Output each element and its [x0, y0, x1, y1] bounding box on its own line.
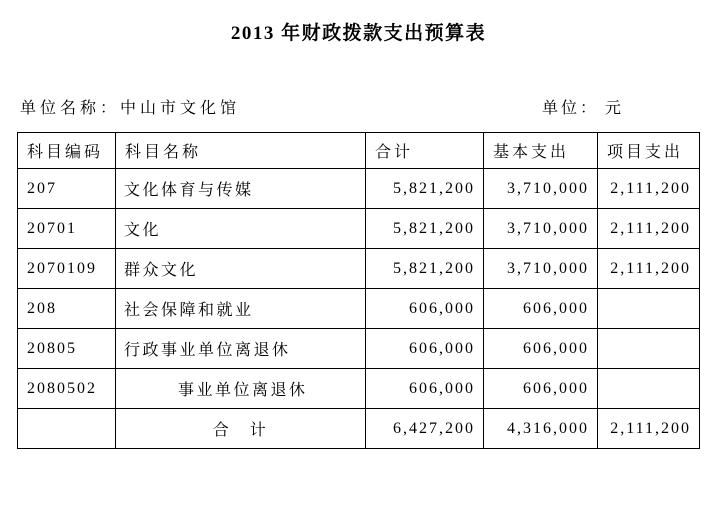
project-expenditure-cell: [598, 329, 700, 369]
total-cell: 5,821,200: [366, 249, 484, 289]
subject-name-cell: 事业单位离退休: [116, 369, 366, 409]
project-expenditure-cell: [598, 289, 700, 329]
total-cell: 6,427,200: [366, 409, 484, 449]
table-row: [18, 209, 700, 249]
table-row: [18, 369, 700, 409]
project-expenditure-cell: 2,111,200: [598, 409, 700, 449]
header-basic-expenditure: 基本支出: [484, 133, 598, 169]
project-expenditure-cell: 2,111,200: [598, 249, 700, 289]
header-total: 合计: [366, 133, 484, 169]
subject-code-cell: [18, 409, 116, 449]
table-row: [18, 169, 700, 209]
header-project-expenditure: 项目支出: [598, 133, 700, 169]
subject-name-cell: 文化体育与传媒: [116, 169, 366, 209]
subject-code-cell: 208: [18, 289, 116, 329]
basic-expenditure-cell: 4,316,000: [484, 409, 598, 449]
project-expenditure-cell: 2,111,200: [598, 209, 700, 249]
subject-code-cell: 2080502: [18, 369, 116, 409]
page-title: 2013 年财政拨款支出预算表: [230, 23, 487, 44]
unit-name-value: 中山市文化馆: [120, 100, 241, 117]
currency-unit-line: [542, 95, 624, 118]
project-expenditure-cell: [598, 369, 700, 409]
unit-name-label: 单位名称：: [20, 100, 121, 117]
currency-unit-label: 单位：: [542, 100, 600, 117]
table-row: [18, 249, 700, 289]
budget-table: [17, 132, 700, 449]
total-cell: 606,000: [366, 329, 484, 369]
basic-expenditure-cell: 606,000: [484, 329, 598, 369]
subject-name-cell: 社会保障和就业: [116, 289, 366, 329]
total-cell: 5,821,200: [366, 169, 484, 209]
project-expenditure-cell: 2,111,200: [598, 169, 700, 209]
total-cell: 5,821,200: [366, 209, 484, 249]
subject-code-cell: 207: [18, 169, 116, 209]
unit-name-line: [20, 95, 240, 118]
subject-name-cell: 群众文化: [116, 249, 366, 289]
basic-expenditure-cell: 606,000: [484, 289, 598, 329]
basic-expenditure-cell: 3,710,000: [484, 249, 598, 289]
table-total-row: [18, 409, 700, 449]
basic-expenditure-cell: 3,710,000: [484, 169, 598, 209]
subject-name-cell: 文化: [116, 209, 366, 249]
total-cell: 606,000: [366, 289, 484, 329]
subject-name-cell: 行政事业单位离退休: [116, 329, 366, 369]
grand-total-label-cell: 合 计: [116, 409, 366, 449]
table-header-row: [18, 133, 700, 169]
header-subject-name: 科目名称: [116, 133, 366, 169]
total-cell: 606,000: [366, 369, 484, 409]
currency-unit-value: 元: [605, 100, 625, 117]
subject-code-cell: 20805: [18, 329, 116, 369]
table-row: [18, 329, 700, 369]
subject-code-cell: 2070109: [18, 249, 116, 289]
header-subject-code: 科目编码: [18, 133, 116, 169]
basic-expenditure-cell: 606,000: [484, 369, 598, 409]
subject-code-cell: 20701: [18, 209, 116, 249]
basic-expenditure-cell: 3,710,000: [484, 209, 598, 249]
table-row: [18, 289, 700, 329]
